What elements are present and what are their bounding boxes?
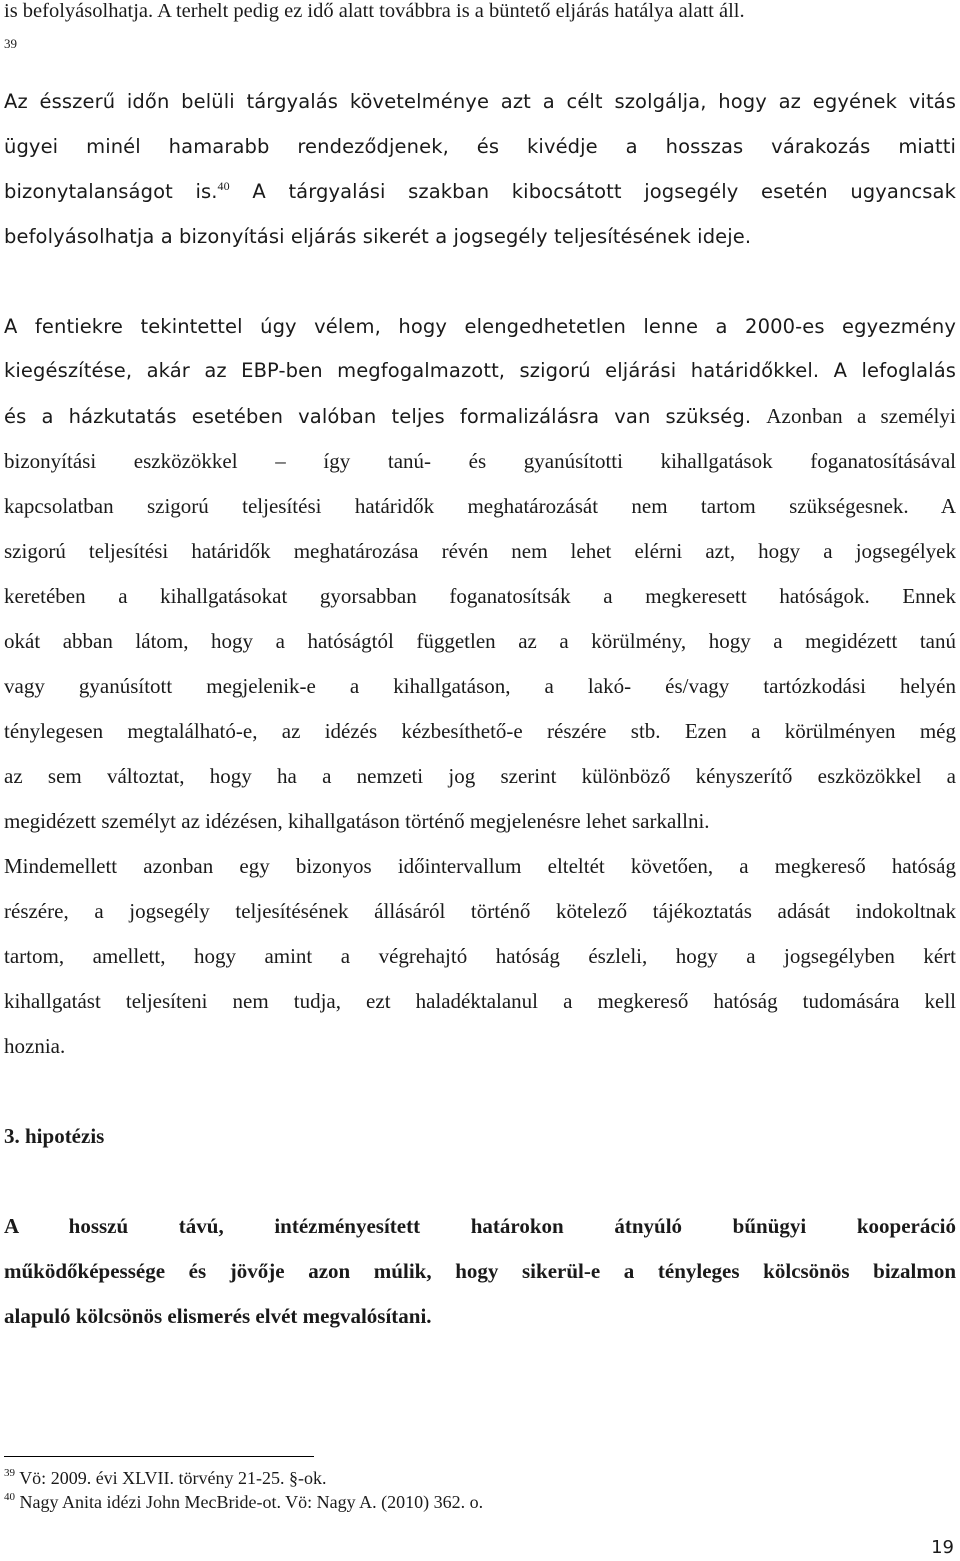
paragraph-2-line-12: megidézett személyt az idézésen, kihallgatáson történő megjelenésre lehet sarkallni.: [4, 809, 710, 833]
paragraph-2-line-2: kiegészítése, akár az EBP-ben megfogalmazott, szigorú eljárási határidőkkel. A lefoglalás: [4, 359, 956, 382]
footnote-39: $^{39}$ Vö: 2009. évi XLVII. törvény 21-25. §-ok.: [4, 1467, 327, 1488]
paragraph-2-line-1: A fentiekre tekintettel úgy vélem, hogy elengedhetetlen lenne a 2000-es egyezmény: [4, 315, 956, 338]
section-heading: 3. hipotézis: [4, 1124, 105, 1148]
footnote-ref-40: 40: [217, 178, 230, 193]
page-number: 19: [931, 1537, 954, 1558]
paragraph-2-line-5: kapcsolatban szigorú teljesítési határidők meghatározását nem tartom szükségesnek. A: [4, 494, 956, 518]
paragraph-2-line-4: bizonyítási eszközökkel – így tanú- és gyanúsítotti kihallgatások foganatosításával: [4, 449, 956, 473]
text-line-1: is befolyásolhatja. A terhelt pedig ez idő alatt továbbra is a büntető eljárás hatálya alatt áll.: [4, 0, 745, 22]
hypothesis-line-1: A hosszú távú, intézményesített határokon átnyúló bűnügyi kooperáció: [4, 1214, 956, 1238]
paragraph-2-line-6: szigorú teljesítési határidők meghatározása révén nem lehet elérni azt, hogy a jogsegélyek: [4, 539, 956, 563]
paragraph-1-line-2: ügyei minél hamarabb rendeződjenek, és kivédje a hosszas várakozás miatti: [4, 135, 956, 158]
paragraph-2-line-8: okát abban látom, hogy a hatóságtól független az a körülmény, hogy a megidézett tanú: [4, 629, 956, 653]
paragraph-2-line-9: vagy gyanúsított megjelenik-e a kihallgatáson, a lakó- és/vagy tartózkodási helyén: [4, 674, 956, 698]
footnote-ref-39: 39: [4, 36, 17, 51]
paragraph-2-line-13: Mindemellett azonban egy bizonyos időintervallum elteltét követően, a megkereső hatóság: [4, 854, 956, 878]
hypothesis-line-2: működőképessége és jövője azon múlik, hogy sikerül-e a tényleges kölcsönös bizalmon: [4, 1259, 956, 1283]
hypothesis-line-3: alapuló kölcsönös elismerés elvét megvalósítani.: [4, 1304, 432, 1328]
paragraph-1-line-3: bizonytalanságot is.$^{40}$ A tárgyalási szakban kibocsátott jogsegély esetén ugyancsak: [4, 178, 956, 203]
paragraph-2-line-16: kihallgatást teljesíteni nem tudja, ezt haladéktalanul a megkereső hatóság tudomására kell: [4, 989, 956, 1013]
paragraph-2-line-11: az sem változtat, hogy ha a nemzeti jog szerint különböző kényszerítő eszközökkel a: [4, 764, 956, 788]
paragraph-2-line-14: részére, a jogsegély teljesítésének állásáról történő kötelező tájékoztatás adását indokoltnak: [4, 899, 956, 923]
footnote-separator: [4, 1456, 314, 1457]
paragraph-2-line-17: hoznia.: [4, 1034, 66, 1058]
paragraph-1-line-4: befolyásolhatja a bizonyítási eljárás sikerét a jogsegély teljesítésének ideje.: [4, 225, 752, 248]
paragraph-2-line-3: és a házkutatás esetében valóban teljes formalizálásra van szükség. Azonban a személyi: [4, 404, 956, 428]
paragraph-1-line-1: Az ésszerű időn belüli tárgyalás követelménye azt a célt szolgálja, hogy az egyének vitás: [4, 90, 956, 113]
paragraph-2-line-15: tartom, amellett, hogy amint a végrehajtó hatóság észleli, hogy a jogsegélyben kért: [4, 944, 956, 968]
footnote-40: $^{40}$ Nagy Anita idézi John MecBride-ot. Vö: Nagy A. (2010) 362. o.: [4, 1491, 484, 1512]
paragraph-2-line-7: keretében a kihallgatásokat gyorsabban foganatosítsák a megkeresett hatóságok. Ennek: [4, 584, 956, 608]
paragraph-2-line-10: ténylegesen megtalálható-e, az idézés kézbesíthető-e részére stb. Ezen a körülményen még: [4, 719, 956, 743]
